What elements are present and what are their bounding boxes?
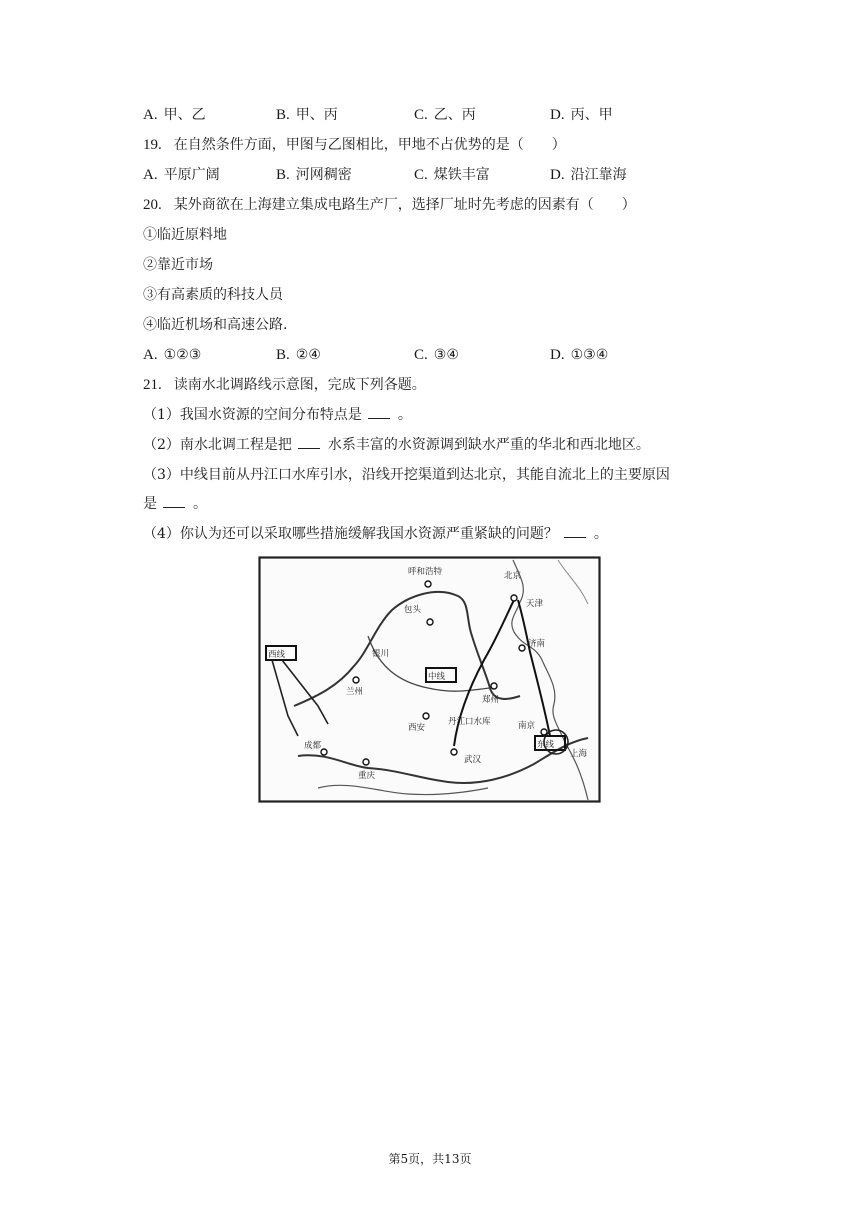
map-label-middle-route: 中线: [428, 672, 446, 682]
map-label-yinchuan: 银川: [372, 649, 390, 659]
q18-option-c[interactable]: C. 乙、丙: [414, 107, 476, 123]
q19-options: [143, 165, 703, 185]
answer-blank[interactable]: [368, 406, 390, 419]
q19-option-d[interactable]: D. 沿江靠海: [550, 167, 627, 183]
map-label-nanjing: 南京: [518, 721, 536, 731]
q18-option-a[interactable]: A. 甲、乙: [143, 107, 206, 123]
q20-item-2: ②靠近市场: [143, 257, 213, 273]
q18-option-b[interactable]: B. 甲、丙: [276, 107, 338, 123]
q20-item-3: ③有高素质的科技人员: [143, 287, 283, 303]
q21-sub4: （4）你认为还可以采取哪些措施缓解我国水资源严重紧缺的问题？ 。: [143, 526, 608, 542]
map-label-danjiangkou: 丹江口水库: [448, 717, 491, 727]
map-label-hohhot: 呼和浩特: [408, 567, 443, 577]
q20-item-4: ④临近机场和高速公路.: [143, 317, 288, 333]
map-label-west-route: 西线: [268, 650, 286, 660]
q21-sub2: （2）南水北调工程是把 水系丰富的水资源调到缺水严重的华北和西北地区。: [143, 437, 650, 453]
q19-option-a[interactable]: A. 平原广阔: [143, 167, 220, 183]
map-label-chengdu: 成都: [304, 741, 322, 751]
map-label-baotou: 包头: [404, 605, 422, 615]
q18-options: [143, 105, 703, 125]
q21-sub3-line2: 是 。: [143, 496, 207, 512]
q20-item-1: ①临近原料地: [143, 227, 227, 243]
map-label-jinan: 济南: [528, 639, 546, 649]
map-label-lanzhou: 兰州: [346, 687, 364, 697]
map-label-chongqing: 重庆: [358, 771, 376, 781]
q21-sub3-line1: （3）中线目前从丹江口水库引水，沿线开挖渠道到达北京，其能自流北上的主要原因: [143, 467, 670, 483]
q19-stem: 19. 在自然条件方面，甲图与乙图相比，甲地不占优势的是（ ）: [143, 137, 566, 153]
q20-stem: 20. 某外商欲在上海建立集成电路生产厂，选择厂址时先考虑的因素有（ ）: [143, 197, 636, 213]
q20-option-c[interactable]: C. ③④: [414, 347, 459, 363]
q19-option-b[interactable]: B. 河网稠密: [276, 167, 352, 183]
q21-sub1: （1）我国水资源的空间分布特点是 。: [143, 407, 412, 423]
answer-blank[interactable]: [298, 436, 320, 449]
answer-blank[interactable]: [564, 525, 586, 538]
q20-option-d[interactable]: D. ①③④: [550, 347, 609, 363]
q19-option-c[interactable]: C. 煤铁丰富: [414, 167, 490, 183]
q21-stem: 21. 读南水北调路线示意图，完成下列各题。: [143, 377, 426, 393]
map-label-tianjin: 天津: [526, 599, 544, 609]
south-north-water-diversion-map: [258, 556, 601, 803]
map-label-xian: 西安: [408, 723, 426, 733]
map-label-zhengzhou: 郑州: [482, 695, 500, 705]
map-label-shanghai: 上海: [570, 749, 588, 759]
q20-option-a[interactable]: A. ①②③: [143, 347, 202, 363]
map-label-wuhan: 武汉: [464, 755, 482, 765]
q18-option-d[interactable]: D. 丙、甲: [550, 107, 613, 123]
answer-blank[interactable]: [163, 495, 185, 508]
q20-options: [143, 345, 703, 365]
page-number-footer: 第5页，共13页: [388, 1152, 472, 1166]
map-label-beijing: 北京: [504, 571, 522, 581]
map-label-east-route: 东线: [537, 740, 555, 750]
q20-option-b[interactable]: B. ②④: [276, 347, 321, 363]
